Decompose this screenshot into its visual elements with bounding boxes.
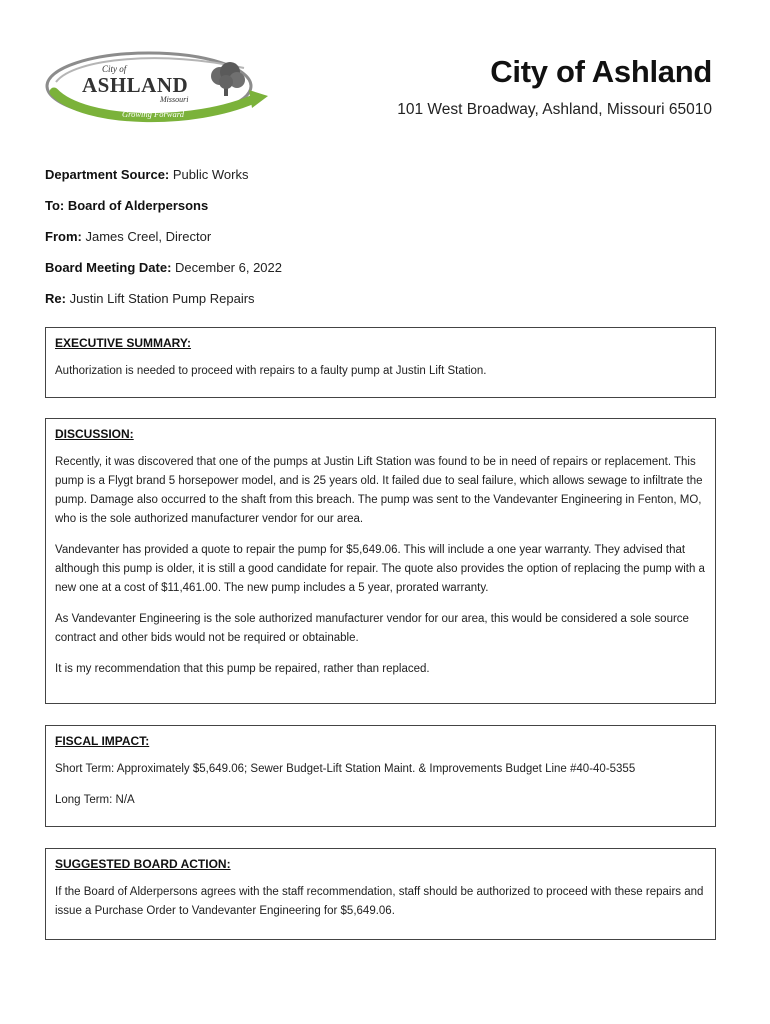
discussion-paragraph: It is my recommendation that this pump be repaired, rather than replaced. xyxy=(55,663,430,675)
executive-summary-text: Authorization is needed to proceed with repairs to a faulty pump at Justin Lift Station. xyxy=(55,365,487,377)
department-label: Department Source: xyxy=(45,167,170,182)
executive-summary-heading: EXECUTIVE SUMMARY: xyxy=(55,336,192,350)
logo-tagline: Growing Forward xyxy=(122,109,184,119)
re-value: Justin Lift Station Pump Repairs xyxy=(69,291,255,306)
fiscal-impact-section xyxy=(45,725,716,827)
meeting-date-row xyxy=(45,259,282,290)
memo-meta xyxy=(45,166,282,321)
re-row xyxy=(45,290,282,321)
to-row xyxy=(45,197,282,228)
page-title: City of Ashland xyxy=(490,54,712,89)
logo-name: ASHLAND xyxy=(82,73,189,97)
logo-state: Missouri xyxy=(160,95,189,104)
suggested-action-text: If the Board of Alderpersons agrees with the staff recommendation, staff should be authorized to proceed with these repairs and issue a Purchase Order to Vandevanter Engineering for $5,649.06. xyxy=(55,886,704,917)
discussion-section xyxy=(45,418,716,704)
fiscal-short-term: Short Term: Approximately $5,649.06; Sewer Budget-Lift Station Maint. & Improvements Budget Line #40-40-5355 xyxy=(55,763,636,775)
logo-city-of: City of xyxy=(102,64,127,74)
city-address: 101 West Broadway, Ashland, Missouri 65010 xyxy=(397,101,712,118)
suggested-action-heading: SUGGESTED BOARD ACTION: xyxy=(55,857,231,871)
discussion-paragraph: Recently, it was discovered that one of the pumps at Justin Lift Station was found to be in need of repairs or replacement. This pump is a Flygt brand 5 horsepower model, and is 25 years old. It failed due to seal failure, which allows sewage to infiltrate the pump. Damage also occurred to the shaft from this breach. The pump was sent to the Vandevanter Engineering in Fenton, MO, who is the sole authorized manufacturer vendor for our area. xyxy=(55,456,703,525)
fiscal-long-term: Long Term: N/A xyxy=(55,794,135,806)
fiscal-impact-heading: FISCAL IMPACT: xyxy=(55,734,150,748)
executive-summary-section xyxy=(45,327,716,398)
department-row xyxy=(45,166,282,197)
from-row xyxy=(45,228,282,259)
from-label: From: xyxy=(45,229,82,244)
from-value: James Creel, Director xyxy=(85,229,212,244)
meeting-date-value: December 6, 2022 xyxy=(175,260,282,275)
discussion-paragraph: As Vandevanter Engineering is the sole authorized manufacturer vendor for our area, this would be considered a sole source contract and other bids would not be required or obtainable. xyxy=(55,613,689,644)
to-label: To: Board of Alderpersons xyxy=(45,198,209,213)
discussion-paragraph: Vandevanter has provided a quote to repair the pump for $5,649.06. This will include a one year warranty. They advised that although this pump is older, it is still a good candidate for repair. The quote also provides the option of replacing the pump with a new one at a cost of $11,461.00. The new pump includes a 5 year, prorated warranty. xyxy=(55,544,705,594)
department-value: Public Works xyxy=(172,167,249,182)
city-of-ashland-logo xyxy=(44,46,274,128)
re-label: Re: xyxy=(45,291,66,306)
discussion-heading: DISCUSSION: xyxy=(55,427,134,441)
suggested-action-section xyxy=(45,848,716,940)
meeting-date-label: Board Meeting Date: xyxy=(45,260,172,275)
